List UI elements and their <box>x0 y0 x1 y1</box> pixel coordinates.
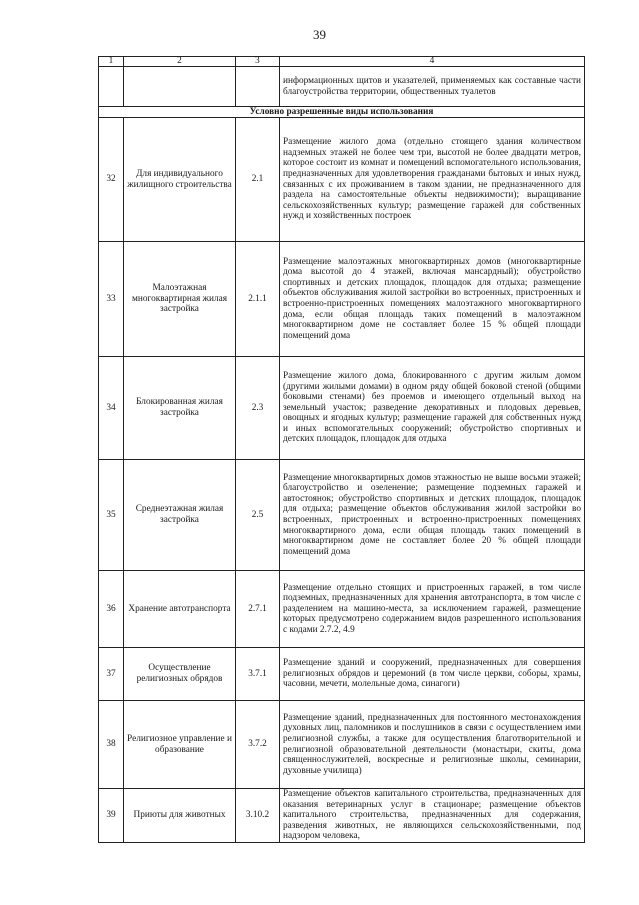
use-code: 3.7.1 <box>236 648 280 701</box>
use-description: Размещение зданий, предназначенных для постоянного местонахождения духовных лиц, паломников и послушников в связи с осуществлением ими религиозной службы, а также для осуществления благотворительной и религиозной образовательной деятельности (монастыри, скиты, дома священнослужителей, воскресные и религиозные школы, семинарии, духовные училища) <box>280 701 585 789</box>
use-description: Размещение многоквартирных домов этажностью не выше восьми этажей; благоустройство и озеленение; размещение подземных гаражей и автостоянок; обустройство спортивных и детских площадок, площадок для отдыха; размещение объектов обслуживания жилой застройки во встроенных, пристроенных и встроенно-пристроенных помещениях многоквартирного дома, если общая площадь таких помещений в многоквартирном доме не составляет более 20 % общей площади помещений дома <box>280 460 585 571</box>
row-number: 32 <box>99 118 124 242</box>
use-name: Блокированная жилая застройка <box>124 357 236 460</box>
use-name: Осуществление религиозных обрядов <box>124 648 236 701</box>
use-name: Малоэтажная многоквартирная жилая застройка <box>124 242 236 357</box>
use-code: 2.1 <box>236 118 280 242</box>
table-row <box>99 242 585 357</box>
table-row <box>99 571 585 648</box>
header-col-2: 2 <box>124 57 236 67</box>
header-col-3: 3 <box>236 57 280 67</box>
table-row <box>99 701 585 789</box>
use-description: Размещение малоэтажных многоквартирных домов (многоквартирные дома высотой до 4 этажей, включая мансардный); обустройство спортивных и детских площадок, площадок для отдыха; размещение объектов обслуживания жилой застройки во встроенных, пристроенных и встроенно-пристроенных помещениях малоэтажного многоквартирного дома, если общая площадь таких помещений в малоэтажном многоквартирном доме не составляет более 15 % общей площади помещений дома <box>280 242 585 357</box>
table-row <box>99 118 585 242</box>
table-row <box>99 357 585 460</box>
use-description: Размещение отдельно стоящих и пристроенных гаражей, в том числе подземных, предназначенных для хранения автотранспорта, в том числе с разделением на машино-места, за исключением гаражей, размещение которых предусмотрено содержанием видов разрешенного использования с кодами 2.7.2, 4.9 <box>280 571 585 648</box>
table-row <box>99 789 585 843</box>
use-name: Для индивидуального жилищного строительства <box>124 118 236 242</box>
use-name: Хранение автотранспорта <box>124 571 236 648</box>
use-code: 3.10.2 <box>236 789 280 843</box>
continuation-text: информационных щитов и указателей, применяемых как составные части благоустройства территории, общественных туалетов <box>280 67 585 107</box>
use-name: Религиозное управление и образование <box>124 701 236 789</box>
continuation-row <box>99 67 585 107</box>
header-col-4: 4 <box>280 57 585 67</box>
table-header-row <box>99 57 585 67</box>
section-title: Условно разрешенные виды использования <box>99 107 585 118</box>
row-number: 34 <box>99 357 124 460</box>
use-description: Размещение объектов капитального строительства, предназначенных для оказания ветеринарных услуг в стационаре; размещение объектов капитального строительства, предназначенных для содержания, разведения животных, не являющихся сельскохозяйственными, под надзором человека, <box>280 789 585 843</box>
row-number: 37 <box>99 648 124 701</box>
table-row <box>99 460 585 571</box>
row-number: 39 <box>99 789 124 843</box>
row-number: 33 <box>99 242 124 357</box>
use-description: Размещение жилого дома, блокированного с другим жилым домом (другими жилыми домами) в одном ряду общей боковой стеной (общими боковыми стенами) без проемов и имеющего отдельный выход на земельный участок; разведение декоративных и плодовых деревьев, овощных и ягодных культур; размещение гаражей для собственных нужд и иных вспомогательных сооружений; обустройство спортивных и детских площадок, площадок для отдыха <box>280 357 585 460</box>
header-col-1: 1 <box>99 57 124 67</box>
use-name: Приюты для животных <box>124 789 236 843</box>
table-row <box>99 648 585 701</box>
use-description: Размещение жилого дома (отдельно стоящего здания количеством надземных этажей не более чем три, высотой не более двадцати метров, которое состоит из комнат и помещений вспомогательного использования, предназначенных для удовлетворения гражданами бытовых и иных нужд, связанных с их проживанием в таком здании, не предназначенного для раздела на самостоятельные объекты недвижимости); выращивание сельскохозяйственных культур; размещение гаражей для собственных нужд и хозяйственных построек <box>280 118 585 242</box>
use-name: Среднеэтажная жилая застройка <box>124 460 236 571</box>
use-code: 2.7.1 <box>236 571 280 648</box>
use-code: 3.7.2 <box>236 701 280 789</box>
page-number: 39 <box>313 27 326 42</box>
use-code: 2.5 <box>236 460 280 571</box>
row-number: 36 <box>99 571 124 648</box>
row-number: 35 <box>99 460 124 571</box>
use-code: 2.1.1 <box>236 242 280 357</box>
land-use-table <box>98 56 585 843</box>
section-row <box>99 107 585 118</box>
use-description: Размещение зданий и сооружений, предназначенных для совершения религиозных обрядов и церемоний (в том числе церкви, соборы, храмы, часовни, мечети, молельные дома, синагоги) <box>280 648 585 701</box>
row-number: 38 <box>99 701 124 789</box>
use-code: 2.3 <box>236 357 280 460</box>
